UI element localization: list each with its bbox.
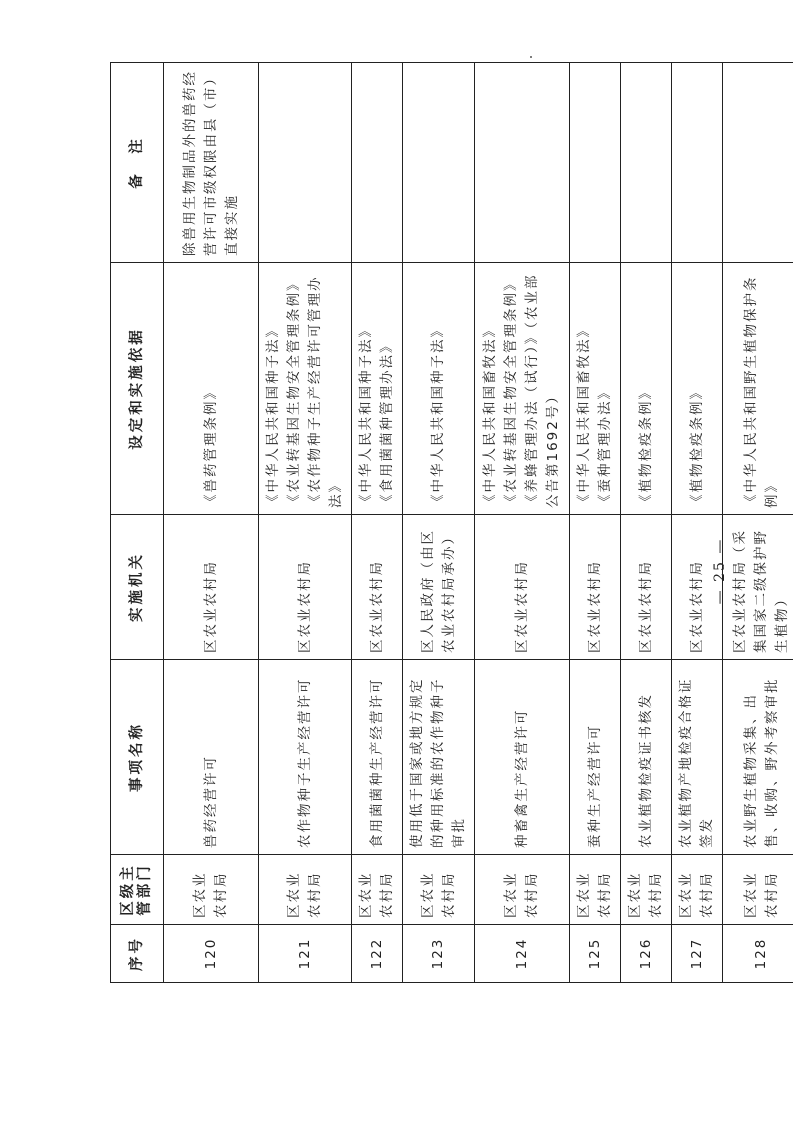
cell-implementing-authority: 区农业农村局（采集国家二级保护野生植物） bbox=[723, 515, 793, 660]
cell-implementing-authority: 区农业农村局 bbox=[570, 515, 621, 660]
cell-serial-number: 126 bbox=[621, 925, 672, 983]
cell-serial-number: 128 bbox=[723, 925, 793, 983]
cell-legal-basis: 《中华人民共和国种子法》 《农业转基因生物安全管理条例》 《农作物种子生产经营许可管理办法》 bbox=[259, 263, 352, 515]
cell-remarks bbox=[475, 63, 570, 263]
cell-serial-number: 120 bbox=[164, 925, 259, 983]
cell-serial-number: 121 bbox=[259, 925, 352, 983]
cell-implementing-authority: 区农业农村局 bbox=[259, 515, 352, 660]
cell-item-name: 使用低于国家或地方规定的种用标准的农作物种子审批 bbox=[403, 660, 475, 855]
cell-implementing-authority: 区农业农村局 bbox=[672, 515, 723, 660]
cell-remarks bbox=[621, 63, 672, 263]
cell-district-department: 区农业农村局 bbox=[352, 855, 403, 925]
table-row bbox=[475, 63, 570, 983]
cell-district-department: 区农业农村局 bbox=[403, 855, 475, 925]
cell-item-name: 农作物种子生产经营许可 bbox=[259, 660, 352, 855]
cell-remarks: 除兽用生物制品外的兽药经营许可市级权限由县（市）直接实施 bbox=[164, 63, 259, 263]
cell-implementing-authority: 区农业农村局 bbox=[475, 515, 570, 660]
cell-district-department: 区农业农村局 bbox=[570, 855, 621, 925]
table-row bbox=[352, 63, 403, 983]
cell-legal-basis: 《植物检疫条例》 bbox=[672, 263, 723, 515]
cell-remarks bbox=[570, 63, 621, 263]
table-row bbox=[259, 63, 352, 983]
cell-serial-number: 127 bbox=[672, 925, 723, 983]
cell-legal-basis: 《中华人民共和国野生植物保护条例》 bbox=[723, 263, 793, 515]
cell-remarks bbox=[672, 63, 723, 263]
cell-remarks bbox=[259, 63, 352, 263]
cell-implementing-authority: 区农业农村局 bbox=[164, 515, 259, 660]
cell-legal-basis: 《中华人民共和国畜牧法》 《农业转基因生物安全管理条例》 《养蜂管理办法（试行）》（农业部公告第1692号） bbox=[475, 263, 570, 515]
cell-serial-number: 123 bbox=[403, 925, 475, 983]
page-number: — 25 — bbox=[712, 537, 728, 605]
header-implementing-authority: 实施机关 bbox=[111, 515, 164, 660]
cell-implementing-authority: 区农业农村局 bbox=[621, 515, 672, 660]
header-item-name: 事项名称 bbox=[111, 660, 164, 855]
cell-implementing-authority: 区人民政府（由区农业农村局承办） bbox=[403, 515, 475, 660]
table-row bbox=[621, 63, 672, 983]
cell-serial-number: 124 bbox=[475, 925, 570, 983]
cell-item-name: 蚕种生产经营许可 bbox=[570, 660, 621, 855]
cell-district-department: 区农业农村局 bbox=[475, 855, 570, 925]
header-legal-basis: 设定和实施依据 bbox=[111, 263, 164, 515]
table-header-row bbox=[111, 63, 164, 983]
cell-legal-basis: 《中华人民共和国种子法》 《食用菌菌种管理办法》 bbox=[352, 263, 403, 515]
cell-legal-basis: 《植物检疫条例》 bbox=[621, 263, 672, 515]
table-row bbox=[723, 63, 793, 983]
cell-legal-basis: 《中华人民共和国畜牧法》 《蚕种管理办法》 bbox=[570, 263, 621, 515]
cell-serial-number: 125 bbox=[570, 925, 621, 983]
table-row bbox=[403, 63, 475, 983]
cell-item-name: 食用菌菌种生产经营许可 bbox=[352, 660, 403, 855]
cell-item-name: 兽药经营许可 bbox=[164, 660, 259, 855]
cell-district-department: 区农业农村局 bbox=[723, 855, 793, 925]
cell-district-department: 区农业农村局 bbox=[672, 855, 723, 925]
table-row bbox=[672, 63, 723, 983]
cell-serial-number: 122 bbox=[352, 925, 403, 983]
cell-district-department: 区农业农村局 bbox=[164, 855, 259, 925]
table-row bbox=[570, 63, 621, 983]
header-remarks: 备 注 bbox=[111, 63, 164, 263]
cell-item-name: 农业植物产地检疫合格证签发 bbox=[672, 660, 723, 855]
cell-legal-basis: 《中华人民共和国种子法》 bbox=[403, 263, 475, 515]
header-serial-number: 序号 bbox=[111, 925, 164, 983]
cell-item-name: 农业野生植物采集、出售、收购、野外考察审批 bbox=[723, 660, 793, 855]
cell-item-name: 农业植物检疫证书核发 bbox=[621, 660, 672, 855]
cell-implementing-authority: 区农业农村局 bbox=[352, 515, 403, 660]
cell-remarks bbox=[352, 63, 403, 263]
table-row bbox=[164, 63, 259, 983]
cell-district-department: 区农业农村局 bbox=[259, 855, 352, 925]
header-district-department: 区级主管部门 bbox=[111, 855, 164, 925]
cell-remarks bbox=[723, 63, 793, 263]
scan-speck bbox=[530, 56, 532, 58]
cell-item-name: 种畜禽生产经营许可 bbox=[475, 660, 570, 855]
cell-remarks bbox=[403, 63, 475, 263]
cell-district-department: 区农业农村局 bbox=[621, 855, 672, 925]
licensing-items-table bbox=[110, 62, 793, 983]
cell-legal-basis: 《兽药管理条例》 bbox=[164, 263, 259, 515]
